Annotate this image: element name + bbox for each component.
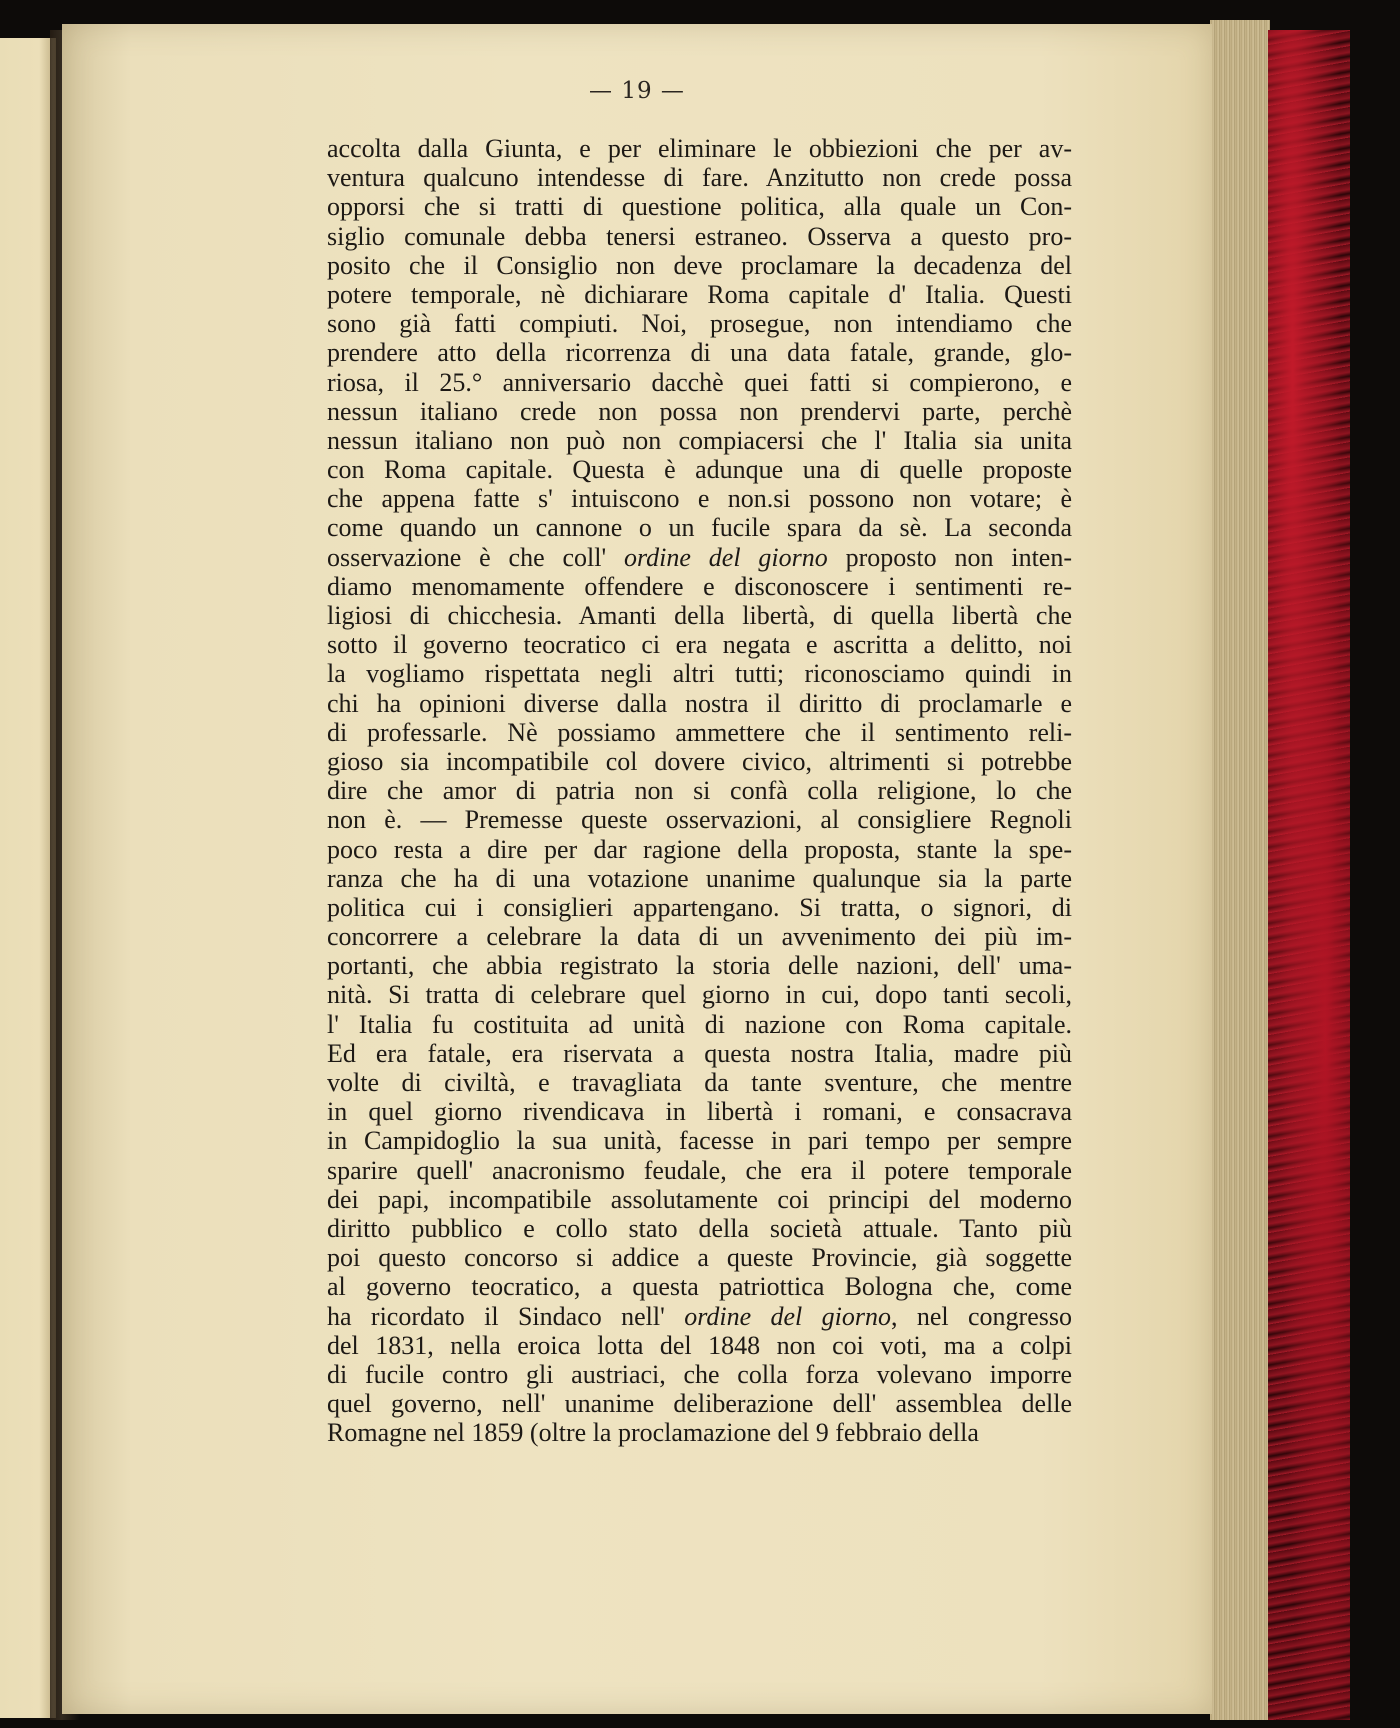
text-line: la vogliamo rispettata negli altri tutti; riconosciamo quindi in bbox=[327, 659, 1072, 689]
background-dark bbox=[1350, 0, 1400, 1728]
text-line: accolta dalla Giunta, e per eliminare le obbiezioni che per av- bbox=[327, 134, 1072, 163]
text-line bbox=[327, 543, 1072, 572]
text-line: volte di civiltà, e travagliata da tante sventure, che mentre bbox=[327, 1068, 1072, 1097]
text-line: riosa, il 25.° anniversario dacchè quei fatti si compierono, e bbox=[327, 367, 1072, 397]
page-number: — 19 — bbox=[589, 78, 685, 104]
text-line: non è. — Premesse queste osservazioni, al consigliere Regnoli bbox=[327, 805, 1072, 835]
text-line: con Roma capitale. Questa è adunque una di quelle proposte bbox=[327, 455, 1072, 485]
text-line bbox=[327, 1302, 1072, 1331]
italic-phrase: ordine del giorno bbox=[624, 542, 828, 572]
text-line: ventura qualcuno intendesse di fare. Anzitutto non crede possa bbox=[327, 163, 1072, 193]
text-line-part: ha ricordato il Sindaco nell' bbox=[327, 1301, 685, 1331]
text-line: diritto pubblico e collo stato della società attuale. Tanto più bbox=[327, 1213, 1072, 1243]
text-line: dire che amor di patria non si confà colla religione, lo che bbox=[327, 776, 1072, 806]
text-line-part: proposto non inten- bbox=[827, 542, 1072, 572]
text-line-part: osservazione è che coll' bbox=[327, 542, 625, 572]
text-line: sono già fatti compiuti. Noi, prosegue, non intendiamo che bbox=[327, 309, 1072, 339]
text-line: di professarle. Nè possiamo ammettere che il sentimento reli- bbox=[327, 717, 1072, 747]
text-line: posito che il Consiglio non deve proclamare la decadenza del bbox=[327, 250, 1072, 280]
text-line: chi ha opinioni diverse dalla nostra il diritto di proclamarle e bbox=[327, 688, 1072, 718]
text-line: nessun italiano crede non possa non prendervi parte, perchè bbox=[327, 396, 1072, 426]
text-line: diamo menomamente offendere e disconoscere i sentimenti re- bbox=[327, 571, 1072, 601]
text-line-part: , nel congresso bbox=[890, 1301, 1072, 1331]
main-page bbox=[62, 24, 1212, 1714]
text-line: gioso sia incompatibile col dovere civico, altrimenti si potrebbe bbox=[327, 746, 1072, 776]
text-line: che appena fatte s' intuiscono e non.si possono non votare; è bbox=[327, 484, 1072, 514]
text-line: Ed era fatale, era riservata a questa nostra Italia, madre più bbox=[327, 1038, 1072, 1068]
text-line: quel governo, nell' unanime deliberazione dell' assemblea delle bbox=[327, 1389, 1072, 1419]
text-line: nità. Si tratta di celebrare quel giorno in cui, dopo tanti secoli, bbox=[327, 980, 1072, 1010]
text-line: in quel giorno rivendicava in libertà i romani, e consacrava bbox=[327, 1097, 1072, 1127]
text-line: portanti, che abbia registrato la storia delle nazioni, dell' uma- bbox=[327, 951, 1072, 981]
text-line: sotto il governo teocratico ci era negata e ascritta a delitto, noi bbox=[327, 630, 1072, 660]
text-line: ligiosi di chicchesia. Amanti della libertà, di quella libertà che bbox=[327, 601, 1072, 630]
text-line: di fucile contro gli austriaci, che colla forza volevano imporre bbox=[327, 1359, 1072, 1389]
text-line: prendere atto della ricorrenza di una data fatale, grande, glo- bbox=[327, 338, 1072, 368]
text-line: concorrere a celebrare la data di un avvenimento dei più im- bbox=[327, 922, 1072, 952]
text-line: dei papi, incompatibile assolutamente coi principi del moderno bbox=[327, 1184, 1072, 1214]
previous-page bbox=[0, 38, 56, 1718]
text-line: siglio comunale debba tenersi estraneo. Osserva a questo pro- bbox=[327, 221, 1072, 251]
text-line: Romagne nel 1859 (oltre la proclamazione del 9 febbraio della bbox=[327, 1418, 979, 1448]
text-line: nessun italiano non può non compiacersi che l' Italia sia unita bbox=[327, 425, 1072, 455]
text-line: potere temporale, nè dichiarare Roma capitale d' Italia. Questi bbox=[327, 279, 1072, 309]
text-line: ranza che ha di una votazione unanime qualunque sia la parte bbox=[327, 863, 1072, 893]
italic-phrase: ordine del giorno bbox=[684, 1301, 891, 1331]
page-stack-edges bbox=[1210, 20, 1270, 1720]
text-line: opporsi che si tratti di questione politica, alla quale un Con- bbox=[327, 192, 1072, 222]
text-line: al governo teocratico, a questa patriottica Bologna che, come bbox=[327, 1272, 1072, 1302]
text-line: politica cui i consiglieri appartengano. Si tratta, o signori, di bbox=[327, 892, 1072, 922]
text-line: poi questo concorso si addice a queste Provincie, già soggette bbox=[327, 1243, 1072, 1273]
page-body-text bbox=[327, 134, 1072, 1447]
text-line: come quando un cannone o un fucile spara da sè. La seconda bbox=[327, 513, 1072, 543]
text-line: l' Italia fu costituita ad unità di nazione con Roma capitale. bbox=[327, 1009, 1072, 1039]
text-line: poco resta a dire per dar ragione della proposta, stante la spe- bbox=[327, 834, 1072, 864]
marbled-cover-edge bbox=[1268, 30, 1350, 1720]
text-line: del 1831, nella eroica lotta del 1848 non coi voti, ma a colpi bbox=[327, 1330, 1072, 1360]
text-line: sparire quell' anacronismo feudale, che era il potere temporale bbox=[327, 1155, 1072, 1185]
text-line: in Campidoglio la sua unità, facesse in pari tempo per sempre bbox=[327, 1126, 1072, 1156]
